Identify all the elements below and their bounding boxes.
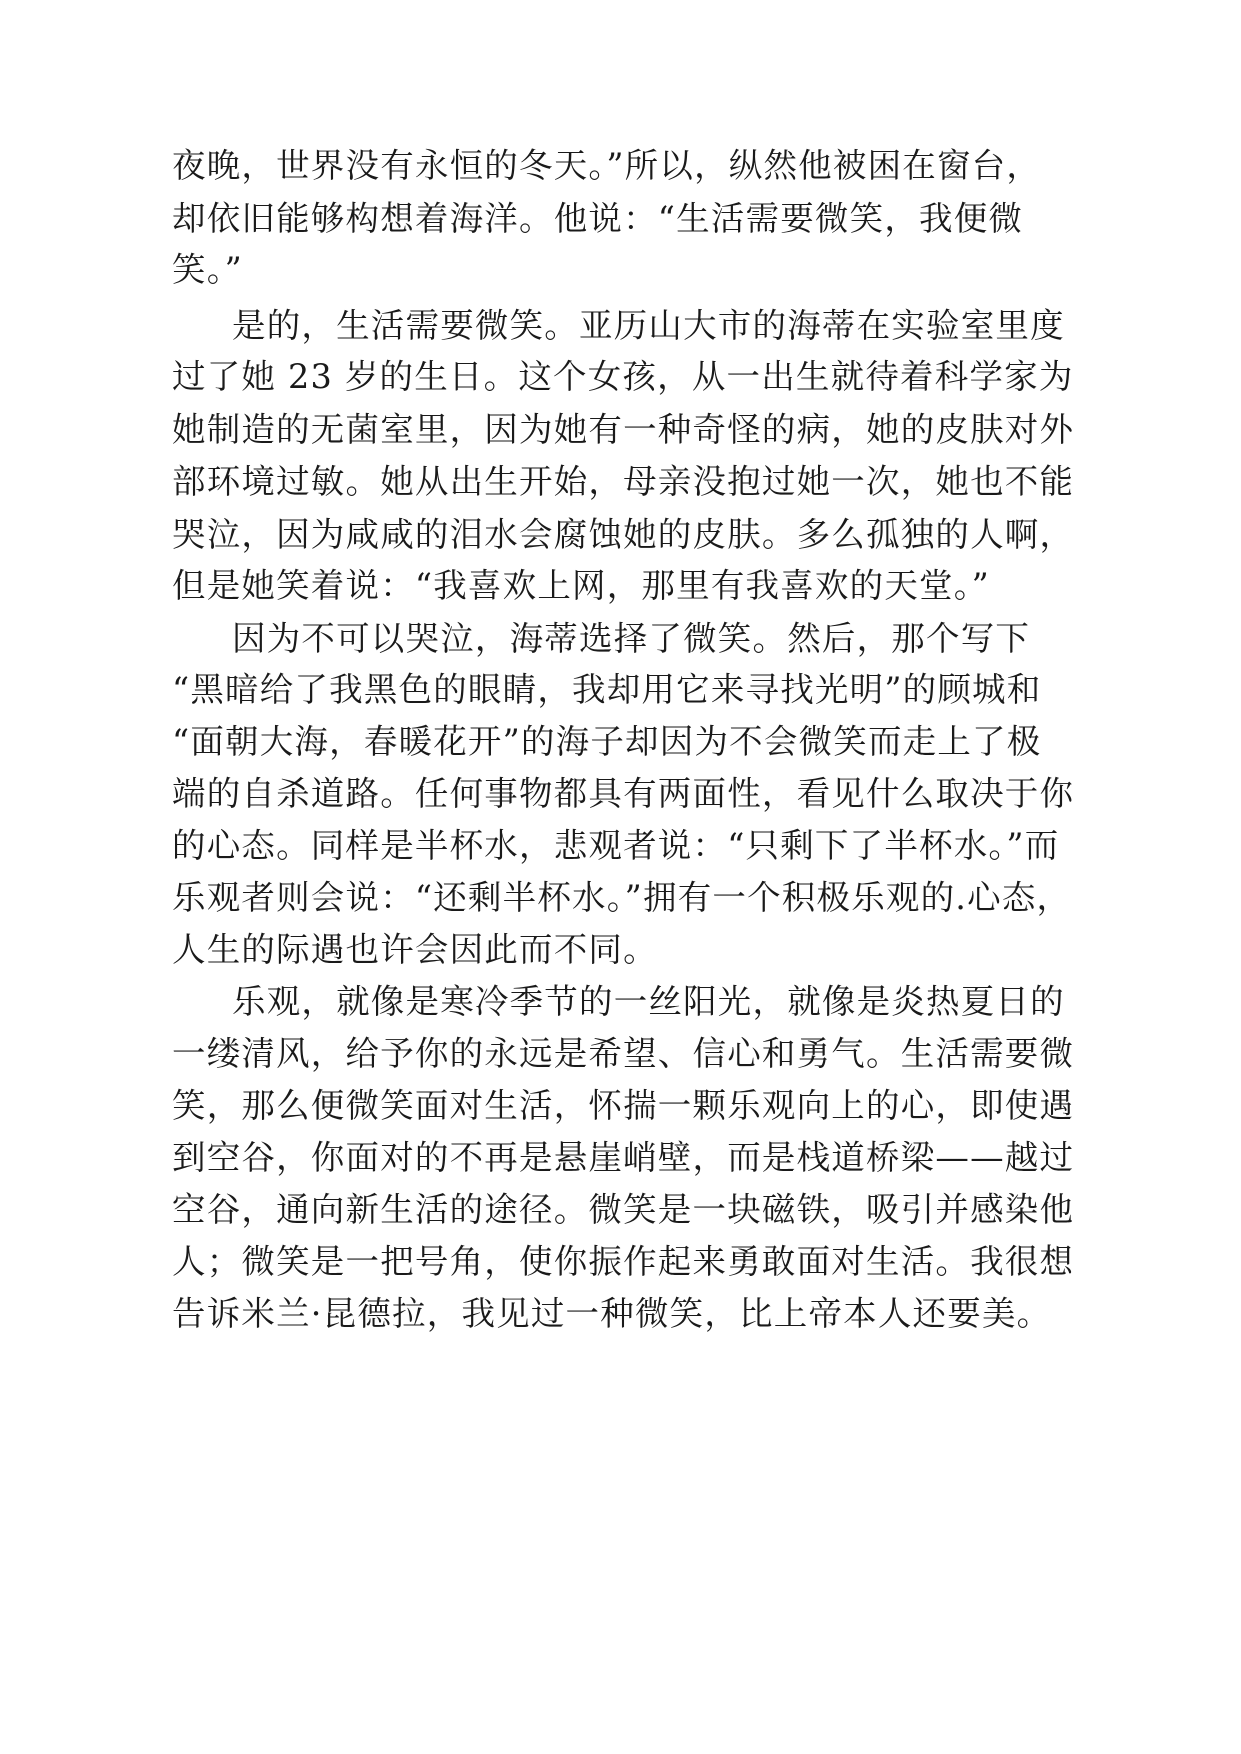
text-line: 笑。” xyxy=(172,250,243,289)
text-line: 一缕清风，给予你的永远是希望、信心和勇气。生活需要微 xyxy=(172,1034,1075,1073)
text-line: 空谷，通向新生活的途径。微笑是一块磁铁，吸引并感染他 xyxy=(172,1190,1075,1229)
text-line: 笑，那么便微笑面对生活，怀揣一颗乐观向上的心，即使遇 xyxy=(172,1086,1075,1125)
text-line: 却依旧能够构想着海洋。他说：“生活需要微笑，我便微 xyxy=(172,199,1024,238)
text-line: 夜晚，世界没有永恒的冬天。”所以，纵然他被困在窗台， xyxy=(172,146,1042,185)
text-line: 乐观，就像是寒冷季节的一丝阳光，就像是炎热夏日的 xyxy=(232,982,1065,1021)
text-line: 到空谷，你面对的不再是悬崖峭壁，而是栈道桥梁——越过 xyxy=(172,1138,1075,1177)
text-line: 的心态。同样是半杯水，悲观者说：“只剩下了半杯水。”而 xyxy=(172,826,1060,865)
text-line: 过了她 23 岁的生日。这个女孩，从一出生就待着科学家为 xyxy=(172,357,1074,396)
text-line: 是的，生活需要微笑。亚历山大市的海蒂在实验室里度 xyxy=(232,306,1065,345)
text-line: “面朝大海，春暖花开”的海子却因为不会微笑而走上了极 xyxy=(172,722,1042,761)
text-line: “黑暗给了我黑色的眼睛，我却用它来寻找光明”的顾城和 xyxy=(172,670,1042,709)
text-line: 部环境过敏。她从出生开始，母亲没抱过她一次，她也不能 xyxy=(172,462,1075,501)
text-line: 她制造的无菌室里，因为她有一种奇怪的病，她的皮肤对外 xyxy=(172,410,1075,449)
text-line: 哭泣，因为咸咸的泪水会腐蚀她的皮肤。多么孤独的人啊， xyxy=(172,515,1075,554)
text-line: 端的自杀道路。任何事物都具有两面性，看见什么取决于你 xyxy=(172,774,1075,813)
text-line: 因为不可以哭泣，海蒂选择了微笑。然后，那个写下 xyxy=(232,619,1031,658)
text-line: 告诉米兰·昆德拉，我见过一种微笑，比上帝本人还要美。 xyxy=(172,1294,1052,1333)
text-line: 人生的际遇也许会因此而不同。 xyxy=(172,930,658,969)
text-line: 乐观者则会说：“还剩半杯水。”拥有一个积极乐观的.心态， xyxy=(172,878,1072,917)
text-line: 但是她笑着说：“我喜欢上网，那里有我喜欢的天堂。” xyxy=(172,566,991,605)
text-line: 人；微笑是一把号角，使你振作起来勇敢面对生活。我很想 xyxy=(172,1242,1075,1281)
